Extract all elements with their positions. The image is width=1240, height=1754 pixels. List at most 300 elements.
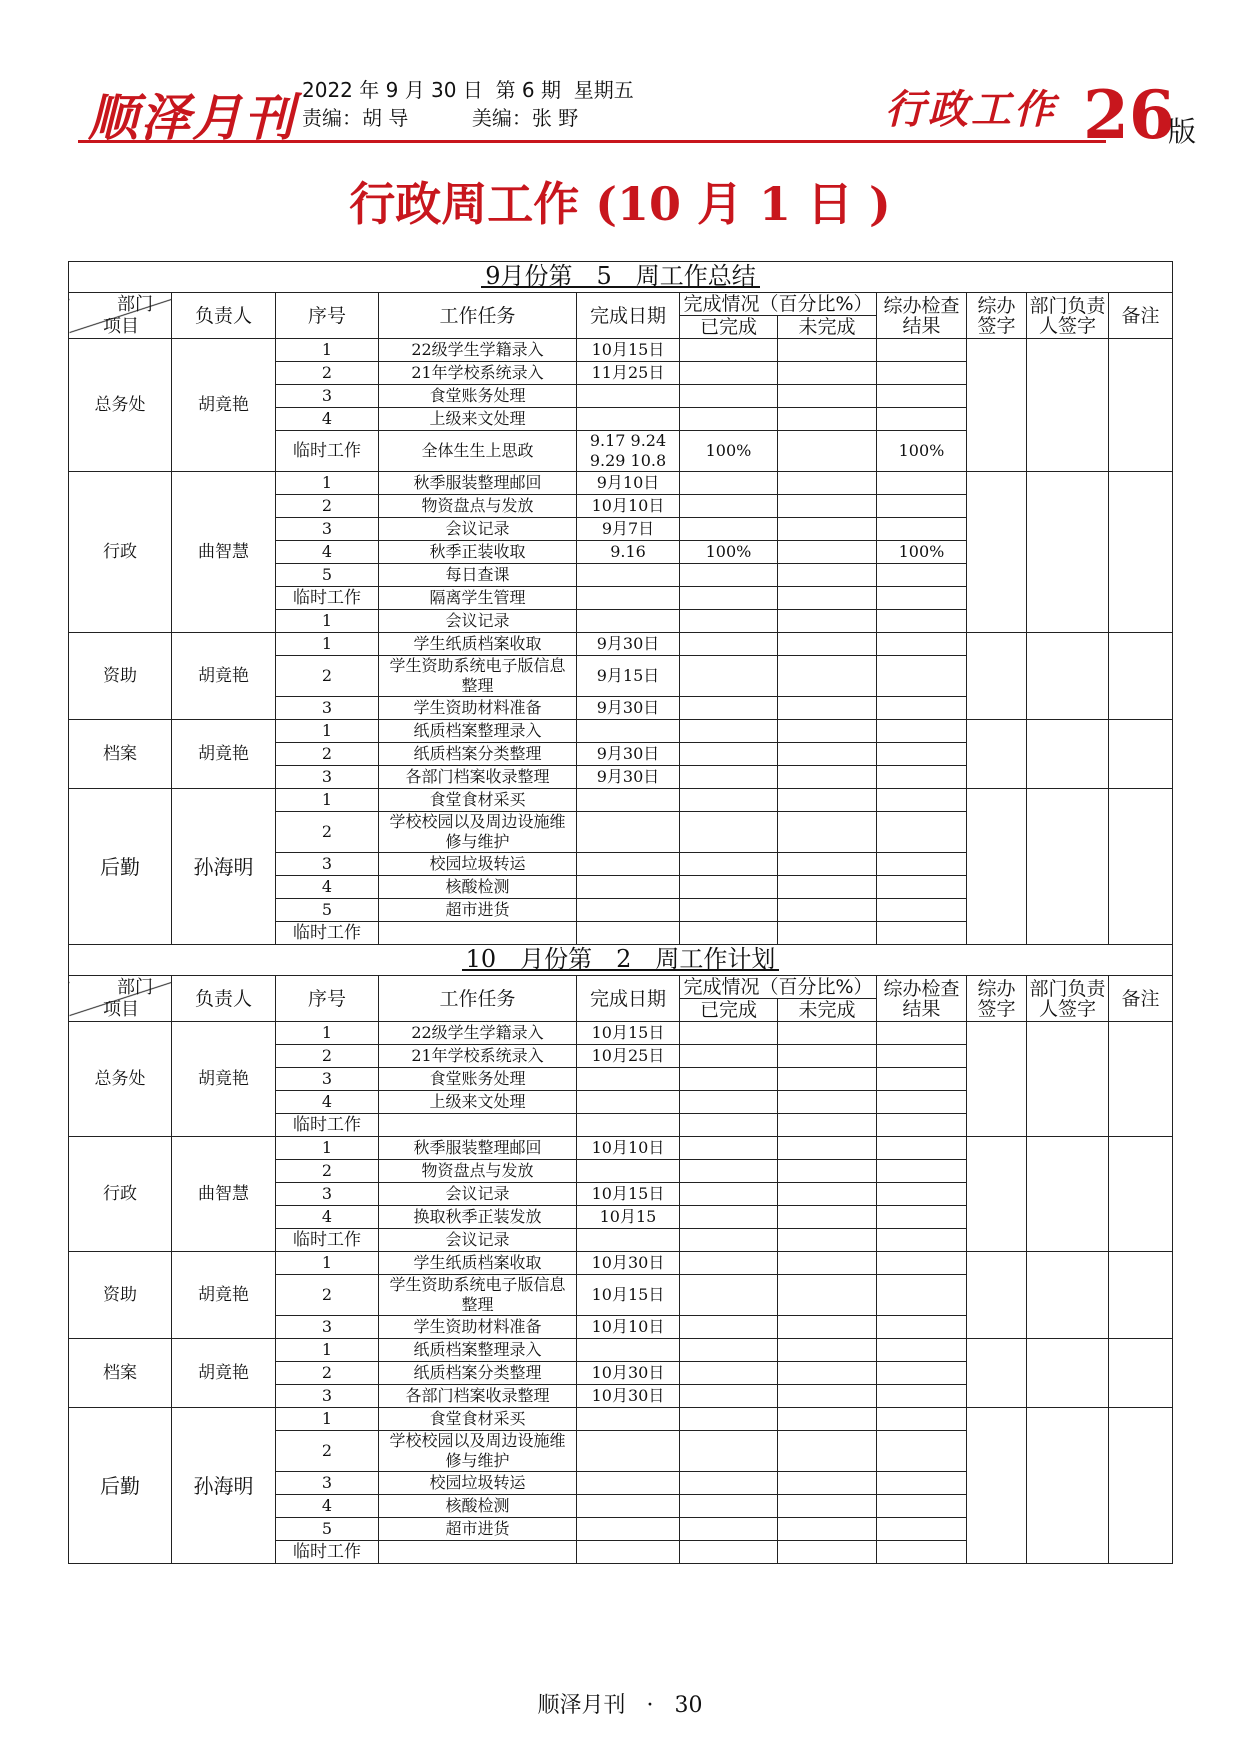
- date-cell: [577, 587, 680, 610]
- seq-cell: 4: [276, 408, 379, 431]
- task-cell: 各部门档案收录整理: [379, 1385, 577, 1408]
- check-cell: [877, 1518, 967, 1541]
- seq-cell: 1: [276, 789, 379, 812]
- task-cell: 21年学校系统录入: [379, 362, 577, 385]
- task-cell: 食堂账务处理: [379, 1068, 577, 1091]
- done-cell: [680, 1339, 778, 1362]
- done-cell: [680, 812, 778, 853]
- date-cell: 10月25日: [577, 1045, 680, 1068]
- owner-cell: 胡竟艳: [172, 339, 276, 472]
- check-cell: [877, 1431, 967, 1472]
- undone-cell: [778, 431, 877, 472]
- dept-cell: 行政: [69, 1137, 172, 1252]
- undone-cell: [778, 1114, 877, 1137]
- date-cell: [577, 1091, 680, 1114]
- check-cell: [877, 1137, 967, 1160]
- task-cell: 学校校园以及周边设施维 修与维护: [379, 812, 577, 853]
- undone-cell: [778, 1137, 877, 1160]
- note-cell: [1109, 1408, 1173, 1564]
- task-cell: 学生资助材料准备: [379, 1316, 577, 1339]
- done-cell: [680, 1160, 778, 1183]
- done-cell: [680, 1091, 778, 1114]
- check-cell: [877, 408, 967, 431]
- date-cell: 10月10日: [577, 1316, 680, 1339]
- date-cell: 10月15日: [577, 1022, 680, 1045]
- done-cell: [680, 1229, 778, 1252]
- check-cell: [877, 1541, 967, 1564]
- footer-separator: ·: [646, 1693, 654, 1718]
- done-cell: [680, 633, 778, 656]
- check-cell: [877, 1114, 967, 1137]
- date-cell: 10月15日: [577, 339, 680, 362]
- undone-cell: [778, 385, 877, 408]
- task-cell: 秋季服装整理邮回: [379, 1137, 577, 1160]
- check-cell: [877, 339, 967, 362]
- col-check: 综办检查 结果: [877, 976, 967, 1022]
- check-cell: [877, 1160, 967, 1183]
- date-cell: [577, 1518, 680, 1541]
- seq-cell: 临时工作: [276, 922, 379, 945]
- dept-cell: 总务处: [69, 339, 172, 472]
- task-cell: 上级来文处理: [379, 1091, 577, 1114]
- date-cell: [577, 1339, 680, 1362]
- seq-cell: 3: [276, 1316, 379, 1339]
- undone-cell: [778, 766, 877, 789]
- done-cell: [680, 1431, 778, 1472]
- task-cell: 会议记录: [379, 1229, 577, 1252]
- seq-cell: 1: [276, 1022, 379, 1045]
- date-cell: [577, 1472, 680, 1495]
- done-cell: [680, 518, 778, 541]
- undone-cell: [778, 1362, 877, 1385]
- done-cell: [680, 876, 778, 899]
- date-cell: [577, 1431, 680, 1472]
- task-cell: 22级学生学籍录入: [379, 1022, 577, 1045]
- note-cell: [1109, 1339, 1173, 1408]
- done-cell: [680, 697, 778, 720]
- check-cell: [877, 789, 967, 812]
- task-cell: 秋季服装整理邮回: [379, 472, 577, 495]
- col-sign: 综办 签字: [967, 293, 1027, 339]
- owner-cell: 胡竟艳: [172, 1339, 276, 1408]
- date-cell: 9月15日: [577, 656, 680, 697]
- undone-cell: [778, 362, 877, 385]
- seq-cell: 1: [276, 1408, 379, 1431]
- done-cell: 100%: [680, 431, 778, 472]
- check-cell: [877, 876, 967, 899]
- undone-cell: [778, 1495, 877, 1518]
- undone-cell: [778, 1275, 877, 1316]
- head-sign-cell: [1027, 472, 1109, 633]
- table-row: [69, 1252, 1173, 1275]
- seq-cell: 5: [276, 899, 379, 922]
- undone-cell: [778, 1408, 877, 1431]
- seq-cell: 2: [276, 495, 379, 518]
- undone-cell: [778, 495, 877, 518]
- task-cell: 隔离学生管理: [379, 587, 577, 610]
- dept-cell: 行政: [69, 472, 172, 633]
- dept-item-corner: [69, 976, 172, 1022]
- check-cell: [877, 1183, 967, 1206]
- note-cell: [1109, 789, 1173, 945]
- undone-cell: [778, 472, 877, 495]
- work-table: [68, 261, 1173, 1564]
- owner-cell: 曲智慧: [172, 472, 276, 633]
- dept-cell: 档案: [69, 1339, 172, 1408]
- check-cell: [877, 1472, 967, 1495]
- head-sign-cell: [1027, 339, 1109, 472]
- col-undone: 未完成: [778, 316, 877, 339]
- seq-cell: 1: [276, 720, 379, 743]
- header-rule: [78, 140, 1106, 143]
- date-cell: 9月30日: [577, 697, 680, 720]
- col-note: 备注: [1109, 976, 1173, 1022]
- seq-cell: 4: [276, 541, 379, 564]
- date-cell: [577, 1541, 680, 1564]
- section-title: [69, 262, 1173, 293]
- dept-cell: 总务处: [69, 1022, 172, 1137]
- date-cell: 9.16: [577, 541, 680, 564]
- date-cell: 10月15日: [577, 1275, 680, 1316]
- done-cell: [680, 495, 778, 518]
- undone-cell: [778, 564, 877, 587]
- done-cell: [680, 610, 778, 633]
- undone-cell: [778, 1339, 877, 1362]
- task-cell: [379, 1541, 577, 1564]
- date-cell: 10月10日: [577, 1137, 680, 1160]
- dept-cell: 资助: [69, 633, 172, 720]
- section-title: [69, 945, 1173, 976]
- date-cell: [577, 1068, 680, 1091]
- work-table-wrapper: [68, 261, 1173, 1564]
- done-cell: [680, 362, 778, 385]
- dept-cell: 档案: [69, 720, 172, 789]
- undone-cell: [778, 1385, 877, 1408]
- sign-cell: [967, 789, 1027, 945]
- done-cell: [680, 564, 778, 587]
- check-cell: [877, 1385, 967, 1408]
- dept-item-corner: [69, 293, 172, 339]
- date-cell: 10月15日: [577, 1183, 680, 1206]
- undone-cell: [778, 1229, 877, 1252]
- done-cell: [680, 766, 778, 789]
- note-cell: [1109, 1022, 1173, 1137]
- page-footer: [0, 1688, 1240, 1719]
- undone-cell: [778, 697, 877, 720]
- check-cell: [877, 1339, 967, 1362]
- dept-cell: 后勤: [69, 1408, 172, 1564]
- task-cell: [379, 922, 577, 945]
- check-cell: [877, 564, 967, 587]
- corner-dept-label: 部门: [117, 977, 153, 998]
- seq-cell: 2: [276, 743, 379, 766]
- undone-cell: [778, 1518, 877, 1541]
- section-title-text: 9月份第 5 周工作总结: [481, 266, 760, 288]
- done-cell: [680, 1472, 778, 1495]
- header-row: [69, 293, 1173, 316]
- footer-page: 30: [674, 1693, 703, 1718]
- date-cell: 10月10日: [577, 495, 680, 518]
- task-cell: 物资盘点与发放: [379, 495, 577, 518]
- task-cell: 学校校园以及周边设施维 修与维护: [379, 1431, 577, 1472]
- done-cell: [680, 853, 778, 876]
- sign-cell: [967, 1408, 1027, 1564]
- seq-cell: 4: [276, 1091, 379, 1114]
- date-cell: [577, 385, 680, 408]
- date-cell: [577, 812, 680, 853]
- date-cell: [577, 1114, 680, 1137]
- sign-cell: [967, 1137, 1027, 1252]
- sign-cell: [967, 339, 1027, 472]
- seq-cell: 1: [276, 1252, 379, 1275]
- col-seq: 序号: [276, 293, 379, 339]
- head-sign-cell: [1027, 789, 1109, 945]
- date-cell: 10月30日: [577, 1362, 680, 1385]
- check-cell: [877, 1022, 967, 1045]
- done-cell: [680, 1183, 778, 1206]
- owner-cell: 胡竟艳: [172, 1252, 276, 1339]
- head-sign-cell: [1027, 1339, 1109, 1408]
- date-cell: [577, 899, 680, 922]
- seq-cell: 2: [276, 362, 379, 385]
- seq-cell: 2: [276, 1045, 379, 1068]
- undone-cell: [778, 789, 877, 812]
- owner-cell: 胡竟艳: [172, 1022, 276, 1137]
- done-cell: [680, 408, 778, 431]
- table-row: [69, 472, 1173, 495]
- masthead-logo: 顺泽月刊: [88, 88, 296, 147]
- task-cell: 纸质档案分类整理: [379, 743, 577, 766]
- undone-cell: [778, 1316, 877, 1339]
- check-cell: [877, 1495, 967, 1518]
- date-cell: 9月7日: [577, 518, 680, 541]
- note-cell: [1109, 1252, 1173, 1339]
- task-cell: 各部门档案收录整理: [379, 766, 577, 789]
- date-cell: [577, 853, 680, 876]
- seq-cell: 2: [276, 812, 379, 853]
- task-cell: 纸质档案整理录入: [379, 720, 577, 743]
- date-cell: [577, 610, 680, 633]
- done-cell: [680, 899, 778, 922]
- check-cell: [877, 495, 967, 518]
- head-sign-cell: [1027, 1252, 1109, 1339]
- undone-cell: [778, 1022, 877, 1045]
- undone-cell: [778, 1068, 877, 1091]
- date-cell: [577, 564, 680, 587]
- date-cell: 9.17 9.24 9.29 10.8: [577, 431, 680, 472]
- check-cell: [877, 853, 967, 876]
- task-cell: 学生纸质档案收取: [379, 1252, 577, 1275]
- table-row: [69, 1339, 1173, 1362]
- done-cell: [680, 472, 778, 495]
- header-row: [69, 976, 1173, 999]
- seq-cell: 3: [276, 766, 379, 789]
- undone-cell: [778, 587, 877, 610]
- check-cell: [877, 472, 967, 495]
- task-cell: 超市进货: [379, 899, 577, 922]
- seq-cell: 2: [276, 1275, 379, 1316]
- section-title-row: [69, 945, 1173, 976]
- page-number: 26: [1083, 76, 1175, 154]
- done-cell: [680, 1275, 778, 1316]
- seq-cell: 3: [276, 697, 379, 720]
- task-cell: 校园垃圾转运: [379, 853, 577, 876]
- done-cell: [680, 1252, 778, 1275]
- head-sign-cell: [1027, 1137, 1109, 1252]
- undone-cell: [778, 1431, 877, 1472]
- col-done: 已完成: [680, 999, 778, 1022]
- note-cell: [1109, 1137, 1173, 1252]
- seq-cell: 临时工作: [276, 1114, 379, 1137]
- check-cell: [877, 633, 967, 656]
- date-cell: 10月15: [577, 1206, 680, 1229]
- check-cell: [877, 656, 967, 697]
- corner-dept-label: 部门: [117, 294, 153, 315]
- table-row: [69, 1408, 1173, 1431]
- seq-cell: 2: [276, 1160, 379, 1183]
- done-cell: [680, 1022, 778, 1045]
- task-cell: 食堂食材采买: [379, 789, 577, 812]
- sign-cell: [967, 1339, 1027, 1408]
- date-cell: 9月30日: [577, 766, 680, 789]
- footer-publication: 顺泽月刊: [537, 1693, 626, 1718]
- task-cell: 学生纸质档案收取: [379, 633, 577, 656]
- seq-cell: 5: [276, 564, 379, 587]
- dept-cell: 资助: [69, 1252, 172, 1339]
- task-cell: 上级来文处理: [379, 408, 577, 431]
- work-table-body: [69, 262, 1173, 1564]
- date-cell: [577, 1160, 680, 1183]
- seq-cell: 1: [276, 633, 379, 656]
- check-cell: [877, 1362, 967, 1385]
- seq-cell: 3: [276, 853, 379, 876]
- done-cell: [680, 1518, 778, 1541]
- check-cell: [877, 1275, 967, 1316]
- check-cell: [877, 1068, 967, 1091]
- date-cell: [577, 922, 680, 945]
- task-cell: 学生资助系统电子版信息 整理: [379, 1275, 577, 1316]
- section-title-row: [69, 262, 1173, 293]
- check-cell: [877, 1045, 967, 1068]
- date-cell: 10月30日: [577, 1385, 680, 1408]
- seq-cell: 3: [276, 518, 379, 541]
- sign-cell: [967, 633, 1027, 720]
- task-cell: 纸质档案整理录入: [379, 1339, 577, 1362]
- seq-cell: 3: [276, 1385, 379, 1408]
- seq-cell: 4: [276, 1206, 379, 1229]
- task-cell: 食堂账务处理: [379, 385, 577, 408]
- seq-cell: 3: [276, 1068, 379, 1091]
- undone-cell: [778, 899, 877, 922]
- seq-cell: 1: [276, 610, 379, 633]
- head-sign-cell: [1027, 1408, 1109, 1564]
- check-cell: [877, 385, 967, 408]
- task-cell: 21年学校系统录入: [379, 1045, 577, 1068]
- date-cell: [577, 1408, 680, 1431]
- col-done: 已完成: [680, 316, 778, 339]
- col-task: 工作任务: [379, 976, 577, 1022]
- note-cell: [1109, 339, 1173, 472]
- date-cell: 9月30日: [577, 633, 680, 656]
- undone-cell: [778, 656, 877, 697]
- check-cell: [877, 1206, 967, 1229]
- date-cell: 10月30日: [577, 1252, 680, 1275]
- undone-cell: [778, 922, 877, 945]
- col-date: 完成日期: [577, 293, 680, 339]
- seq-cell: 临时工作: [276, 431, 379, 472]
- task-cell: [379, 1114, 577, 1137]
- done-cell: [680, 1362, 778, 1385]
- sign-cell: [967, 472, 1027, 633]
- issue-info: [302, 76, 634, 132]
- page-title: 行政周工作 (10 月 1 日 ): [349, 177, 891, 231]
- date-cell: 9月10日: [577, 472, 680, 495]
- check-cell: [877, 610, 967, 633]
- head-sign-cell: [1027, 1022, 1109, 1137]
- undone-cell: [778, 812, 877, 853]
- done-cell: [680, 1408, 778, 1431]
- task-cell: 核酸检测: [379, 1495, 577, 1518]
- check-cell: [877, 1252, 967, 1275]
- task-cell: 秋季正装收取: [379, 541, 577, 564]
- sign-cell: [967, 1252, 1027, 1339]
- owner-cell: 孙海明: [172, 789, 276, 945]
- done-cell: [680, 1385, 778, 1408]
- done-cell: [680, 1068, 778, 1091]
- undone-cell: [778, 1045, 877, 1068]
- head-sign-cell: [1027, 633, 1109, 720]
- done-cell: [680, 743, 778, 766]
- col-check: 综办检查 结果: [877, 293, 967, 339]
- check-cell: [877, 899, 967, 922]
- undone-cell: [778, 1472, 877, 1495]
- col-owner: 负责人: [172, 293, 276, 339]
- owner-cell: 孙海明: [172, 1408, 276, 1564]
- undone-cell: [778, 518, 877, 541]
- check-cell: [877, 1316, 967, 1339]
- task-cell: 换取秋季正装发放: [379, 1206, 577, 1229]
- undone-cell: [778, 853, 877, 876]
- check-cell: [877, 1229, 967, 1252]
- check-cell: 100%: [877, 541, 967, 564]
- undone-cell: [778, 1541, 877, 1564]
- seq-cell: 临时工作: [276, 587, 379, 610]
- issue-line: 2022 年 9 月 30 日 第 6 期 星期五: [302, 78, 634, 102]
- task-cell: 每日查课: [379, 564, 577, 587]
- date-cell: 9月30日: [577, 743, 680, 766]
- table-row: [69, 1137, 1173, 1160]
- sign-cell: [967, 720, 1027, 789]
- seq-cell: 2: [276, 656, 379, 697]
- section-title-text: 10 月份第 2 周工作计划: [462, 949, 780, 971]
- note-cell: [1109, 633, 1173, 720]
- done-cell: [680, 339, 778, 362]
- undone-cell: [778, 1160, 877, 1183]
- seq-cell: 临时工作: [276, 1541, 379, 1564]
- check-cell: [877, 922, 967, 945]
- done-cell: [680, 1137, 778, 1160]
- done-cell: 100%: [680, 541, 778, 564]
- task-cell: 校园垃圾转运: [379, 1472, 577, 1495]
- col-note: 备注: [1109, 293, 1173, 339]
- seq-cell: 5: [276, 1518, 379, 1541]
- date-cell: [577, 876, 680, 899]
- date-cell: [577, 720, 680, 743]
- task-cell: 全体生生上思政: [379, 431, 577, 472]
- undone-cell: [778, 339, 877, 362]
- undone-cell: [778, 720, 877, 743]
- table-row: [69, 633, 1173, 656]
